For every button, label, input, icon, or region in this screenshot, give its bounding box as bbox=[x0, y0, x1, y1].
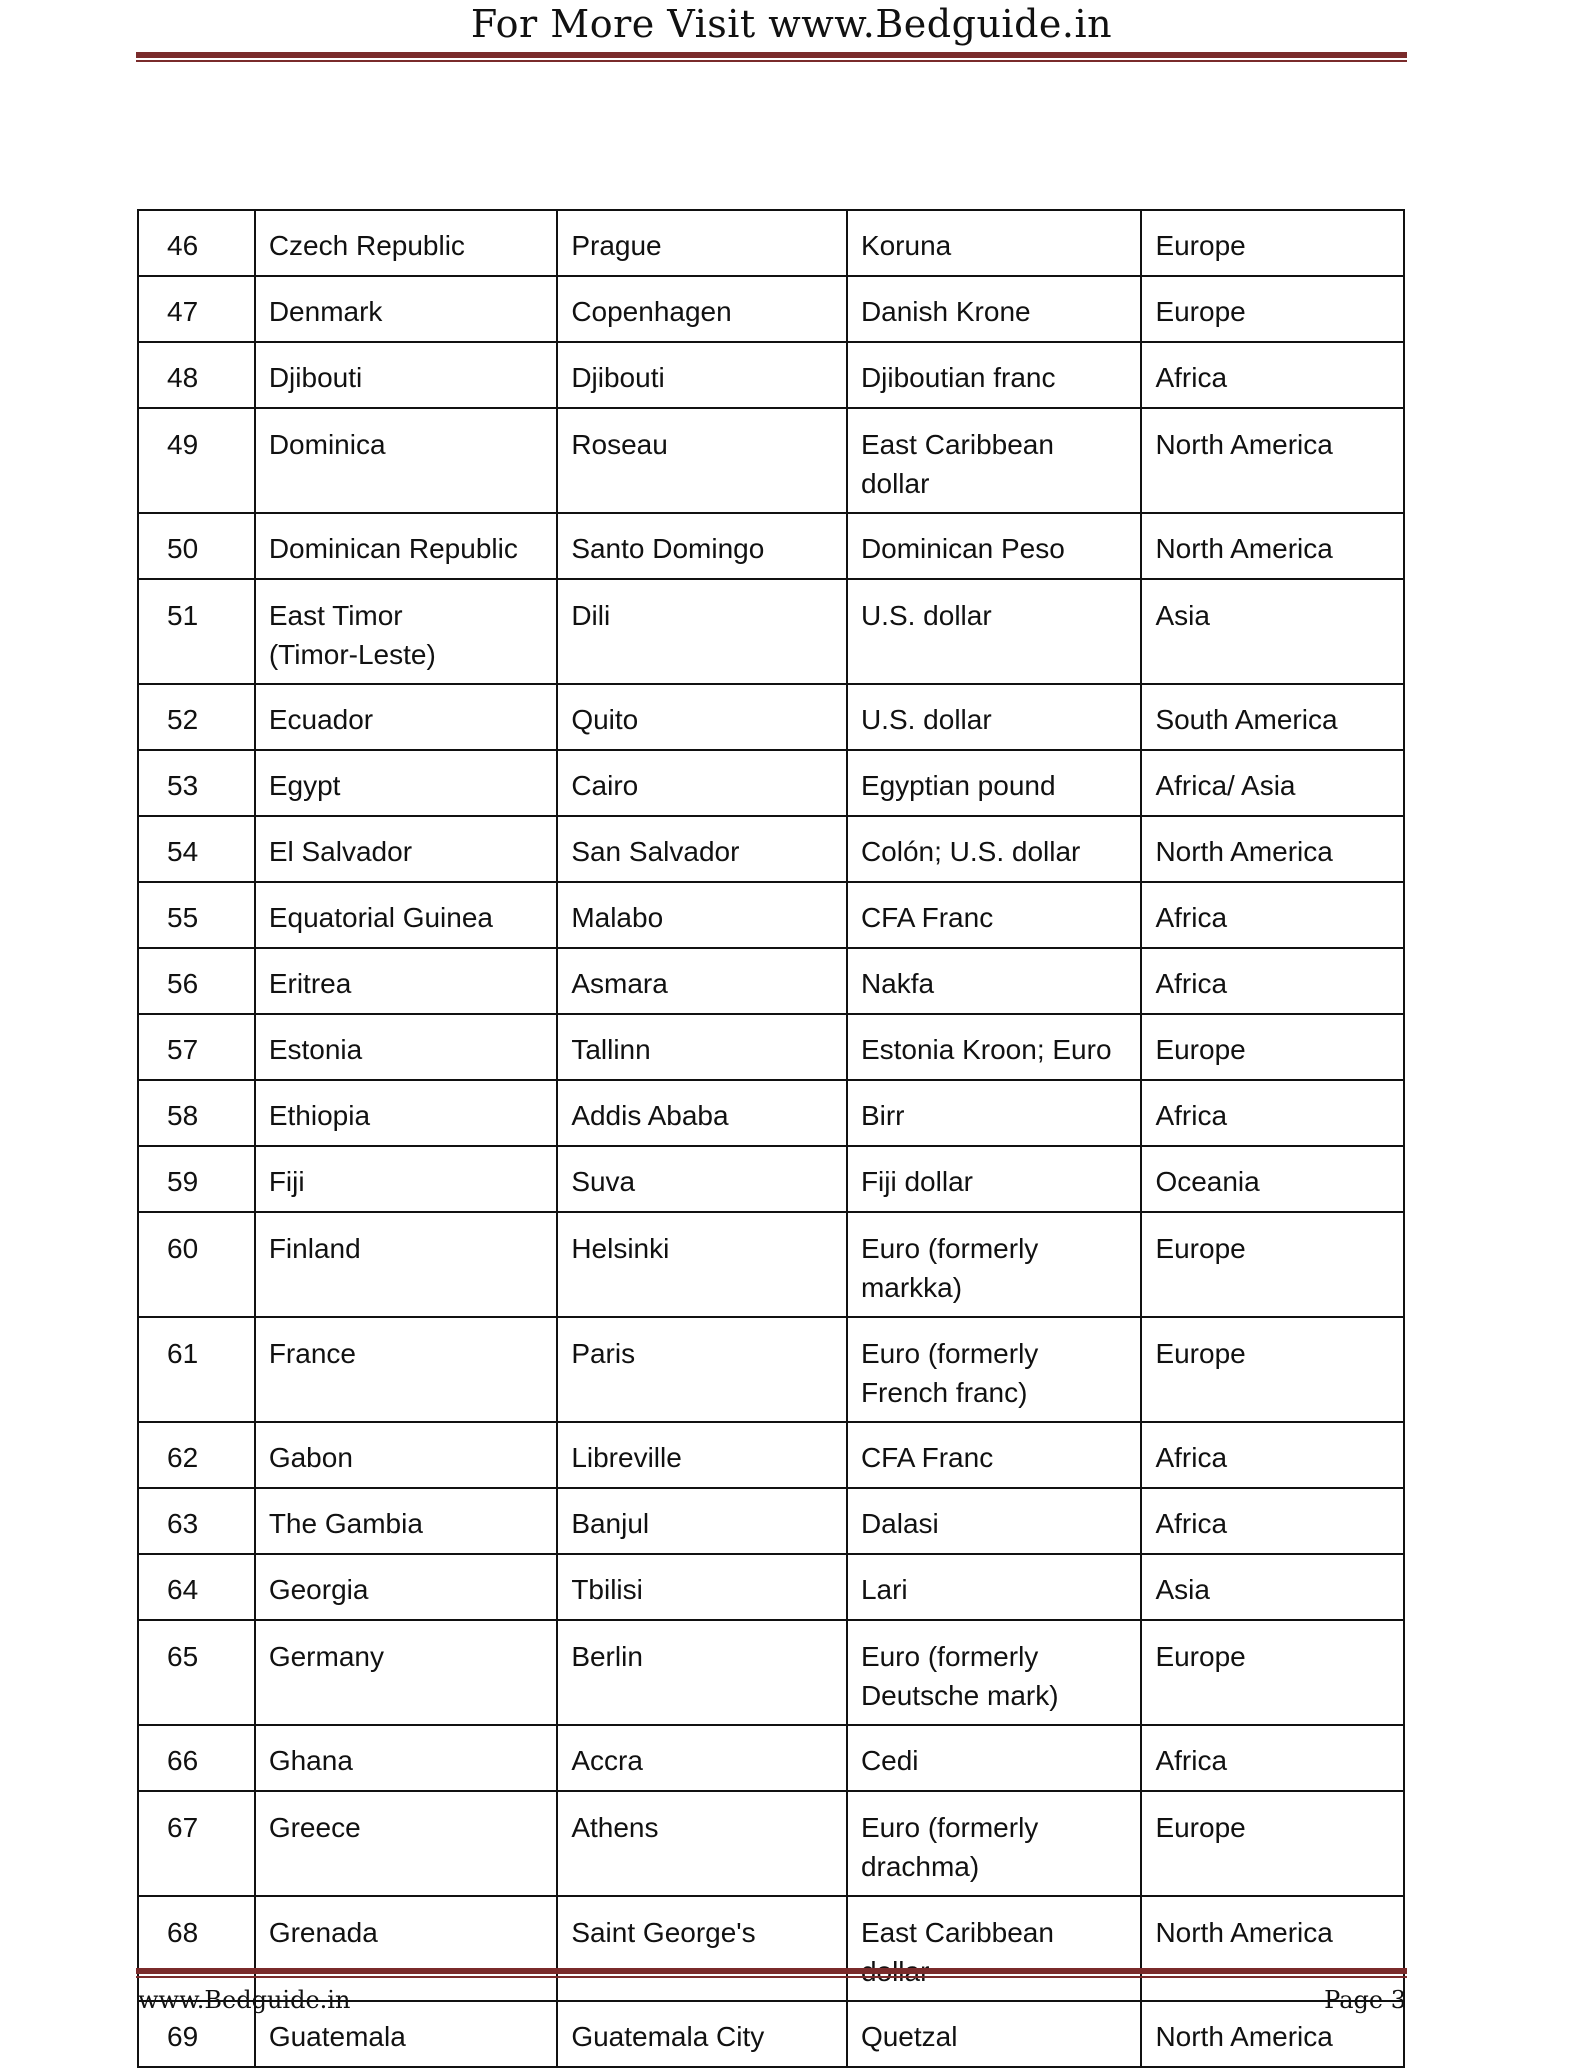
cell-capital: Helsinki bbox=[557, 1212, 847, 1317]
cell-currency: CFA Franc bbox=[847, 882, 1142, 948]
cell-number: 52 bbox=[138, 684, 255, 750]
cell-continent: Africa bbox=[1141, 342, 1404, 408]
table-row bbox=[138, 684, 1404, 750]
cell-capital: Malabo bbox=[557, 882, 847, 948]
cell-capital: Santo Domingo bbox=[557, 513, 847, 579]
table-row bbox=[138, 1212, 1404, 1317]
cell-currency: Egyptian pound bbox=[847, 750, 1142, 816]
cell-continent: Europe bbox=[1141, 1317, 1404, 1422]
cell-country: Equatorial Guinea bbox=[255, 882, 557, 948]
footer-website: www.Bedguide.in bbox=[138, 1986, 351, 2014]
cell-capital: Saint George's bbox=[557, 1896, 847, 2001]
cell-continent: Europe bbox=[1141, 1791, 1404, 1896]
cell-capital: San Salvador bbox=[557, 816, 847, 882]
cell-continent: South America bbox=[1141, 684, 1404, 750]
cell-number: 67 bbox=[138, 1791, 255, 1896]
cell-continent: Europe bbox=[1141, 1620, 1404, 1725]
table-row bbox=[138, 1791, 1404, 1896]
cell-country: Ecuador bbox=[255, 684, 557, 750]
cell-currency: Dalasi bbox=[847, 1488, 1142, 1554]
cell-capital: Quito bbox=[557, 684, 847, 750]
cell-capital: Banjul bbox=[557, 1488, 847, 1554]
cell-continent: North America bbox=[1141, 816, 1404, 882]
cell-country: Estonia bbox=[255, 1014, 557, 1080]
cell-capital: Guatemala City bbox=[557, 2001, 847, 2067]
cell-currency: Djiboutian franc bbox=[847, 342, 1142, 408]
cell-number: 61 bbox=[138, 1317, 255, 1422]
cell-capital: Accra bbox=[557, 1725, 847, 1791]
table-row bbox=[138, 1422, 1404, 1488]
cell-continent: Asia bbox=[1141, 1554, 1404, 1620]
table-row bbox=[138, 1146, 1404, 1212]
cell-currency: Euro (formerly French franc) bbox=[847, 1317, 1142, 1422]
cell-continent: Europe bbox=[1141, 210, 1404, 276]
cell-number: 57 bbox=[138, 1014, 255, 1080]
footer-divider bbox=[136, 1968, 1407, 1978]
cell-currency: Fiji dollar bbox=[847, 1146, 1142, 1212]
table-row bbox=[138, 1317, 1404, 1422]
cell-country: France bbox=[255, 1317, 557, 1422]
table-row bbox=[138, 408, 1404, 513]
cell-currency: U.S. dollar bbox=[847, 579, 1142, 684]
cell-country: Ghana bbox=[255, 1725, 557, 1791]
table-row bbox=[138, 816, 1404, 882]
cell-number: 68 bbox=[138, 1896, 255, 2001]
cell-country: Germany bbox=[255, 1620, 557, 1725]
footer-page-number: Page 3 bbox=[1324, 1986, 1406, 2014]
cell-country: Eritrea bbox=[255, 948, 557, 1014]
cell-currency: Koruna bbox=[847, 210, 1142, 276]
cell-capital: Cairo bbox=[557, 750, 847, 816]
cell-continent: Europe bbox=[1141, 276, 1404, 342]
cell-number: 54 bbox=[138, 816, 255, 882]
cell-country: The Gambia bbox=[255, 1488, 557, 1554]
cell-capital: Asmara bbox=[557, 948, 847, 1014]
table-row bbox=[138, 1014, 1404, 1080]
cell-continent: Africa bbox=[1141, 1422, 1404, 1488]
cell-number: 64 bbox=[138, 1554, 255, 1620]
header-divider bbox=[136, 52, 1407, 62]
cell-number: 63 bbox=[138, 1488, 255, 1554]
cell-currency: Nakfa bbox=[847, 948, 1142, 1014]
cell-capital: Tallinn bbox=[557, 1014, 847, 1080]
cell-country: Grenada bbox=[255, 1896, 557, 2001]
cell-continent: Africa bbox=[1141, 1080, 1404, 1146]
table-row bbox=[138, 342, 1404, 408]
cell-continent: North America bbox=[1141, 2001, 1404, 2067]
cell-number: 49 bbox=[138, 408, 255, 513]
cell-continent: Africa bbox=[1141, 948, 1404, 1014]
cell-currency: Dominican Peso bbox=[847, 513, 1142, 579]
cell-currency: East Caribbean bbox=[847, 1896, 1142, 2001]
cell-country: Guatemala bbox=[255, 2001, 557, 2067]
cell-capital: Dili bbox=[557, 579, 847, 684]
table-row bbox=[138, 210, 1404, 276]
cell-number: 60 bbox=[138, 1212, 255, 1317]
cell-number: 46 bbox=[138, 210, 255, 276]
cell-continent: Africa bbox=[1141, 1488, 1404, 1554]
countries-table bbox=[137, 209, 1405, 2068]
cell-continent: North America bbox=[1141, 1896, 1404, 2001]
table-row bbox=[138, 1620, 1404, 1725]
cell-number: 58 bbox=[138, 1080, 255, 1146]
cell-currency: Colón; U.S. dollar bbox=[847, 816, 1142, 882]
table-row bbox=[138, 276, 1404, 342]
cell-capital: Paris bbox=[557, 1317, 847, 1422]
cell-capital: Athens bbox=[557, 1791, 847, 1896]
cell-number: 62 bbox=[138, 1422, 255, 1488]
cell-continent: Asia bbox=[1141, 579, 1404, 684]
cell-number: 55 bbox=[138, 882, 255, 948]
cell-country: Dominican Republic bbox=[255, 513, 557, 579]
cell-currency: Danish Krone bbox=[847, 276, 1142, 342]
cell-capital: Libreville bbox=[557, 1422, 847, 1488]
cell-number: 51 bbox=[138, 579, 255, 684]
cell-country: Fiji bbox=[255, 1146, 557, 1212]
cell-country: Finland bbox=[255, 1212, 557, 1317]
cell-continent: Oceania bbox=[1141, 1146, 1404, 1212]
table-row bbox=[138, 579, 1404, 684]
cell-number: 69 bbox=[138, 2001, 255, 2067]
cell-capital: Prague bbox=[557, 210, 847, 276]
cell-country: El Salvador bbox=[255, 816, 557, 882]
table-row bbox=[138, 1488, 1404, 1554]
cell-capital: Copenhagen bbox=[557, 276, 847, 342]
cell-country: Gabon bbox=[255, 1422, 557, 1488]
cell-continent: Europe bbox=[1141, 1014, 1404, 1080]
cell-number: 66 bbox=[138, 1725, 255, 1791]
cell-capital: Tbilisi bbox=[557, 1554, 847, 1620]
table-row bbox=[138, 948, 1404, 1014]
cell-country: Georgia bbox=[255, 1554, 557, 1620]
cell-currency: Cedi bbox=[847, 1725, 1142, 1791]
cell-continent: Africa bbox=[1141, 882, 1404, 948]
cell-capital: Addis Ababa bbox=[557, 1080, 847, 1146]
cell-capital: Djibouti bbox=[557, 342, 847, 408]
cell-country: East Timor (Timor-Leste) bbox=[255, 579, 557, 684]
cell-number: 48 bbox=[138, 342, 255, 408]
table-row bbox=[138, 750, 1404, 816]
cell-country: Dominica bbox=[255, 408, 557, 513]
page-header-title: For More Visit www.Bedguide.in bbox=[470, 2, 1113, 46]
table-row bbox=[138, 882, 1404, 948]
cell-currency: Lari bbox=[847, 1554, 1142, 1620]
cell-country: Denmark bbox=[255, 276, 557, 342]
cell-capital: Suva bbox=[557, 1146, 847, 1212]
cell-number: 59 bbox=[138, 1146, 255, 1212]
cell-country: Greece bbox=[255, 1791, 557, 1896]
cell-number: 47 bbox=[138, 276, 255, 342]
table-row bbox=[138, 1554, 1404, 1620]
cell-country: Ethiopia bbox=[255, 1080, 557, 1146]
cell-currency: Estonia Kroon; Euro bbox=[847, 1014, 1142, 1080]
cell-number: 65 bbox=[138, 1620, 255, 1725]
cell-continent: Europe bbox=[1141, 1212, 1404, 1317]
cell-number: 53 bbox=[138, 750, 255, 816]
cell-number: 56 bbox=[138, 948, 255, 1014]
cell-continent: North America bbox=[1141, 513, 1404, 579]
cell-currency: Euro (formerly drachma) bbox=[847, 1791, 1142, 1896]
cell-currency: Euro (formerly markka) bbox=[847, 1212, 1142, 1317]
cell-country: Czech Republic bbox=[255, 210, 557, 276]
cell-capital: Roseau bbox=[557, 408, 847, 513]
table-row bbox=[138, 1080, 1404, 1146]
cell-continent: Africa/ Asia bbox=[1141, 750, 1404, 816]
cell-currency: East Caribbean dollar bbox=[847, 408, 1142, 513]
cell-country: Egypt bbox=[255, 750, 557, 816]
cell-currency: U.S. dollar bbox=[847, 684, 1142, 750]
table-row bbox=[138, 513, 1404, 579]
cell-continent: Africa bbox=[1141, 1725, 1404, 1791]
cell-capital: Berlin bbox=[557, 1620, 847, 1725]
cell-number: 50 bbox=[138, 513, 255, 579]
cell-currency: Quetzal bbox=[847, 2001, 1142, 2067]
cell-currency: Birr bbox=[847, 1080, 1142, 1146]
cell-continent: North America bbox=[1141, 408, 1404, 513]
cell-currency: Euro (formerly Deutsche mark) bbox=[847, 1620, 1142, 1725]
cell-currency: CFA Franc bbox=[847, 1422, 1142, 1488]
table-row bbox=[138, 1725, 1404, 1791]
cell-country: Djibouti bbox=[255, 342, 557, 408]
